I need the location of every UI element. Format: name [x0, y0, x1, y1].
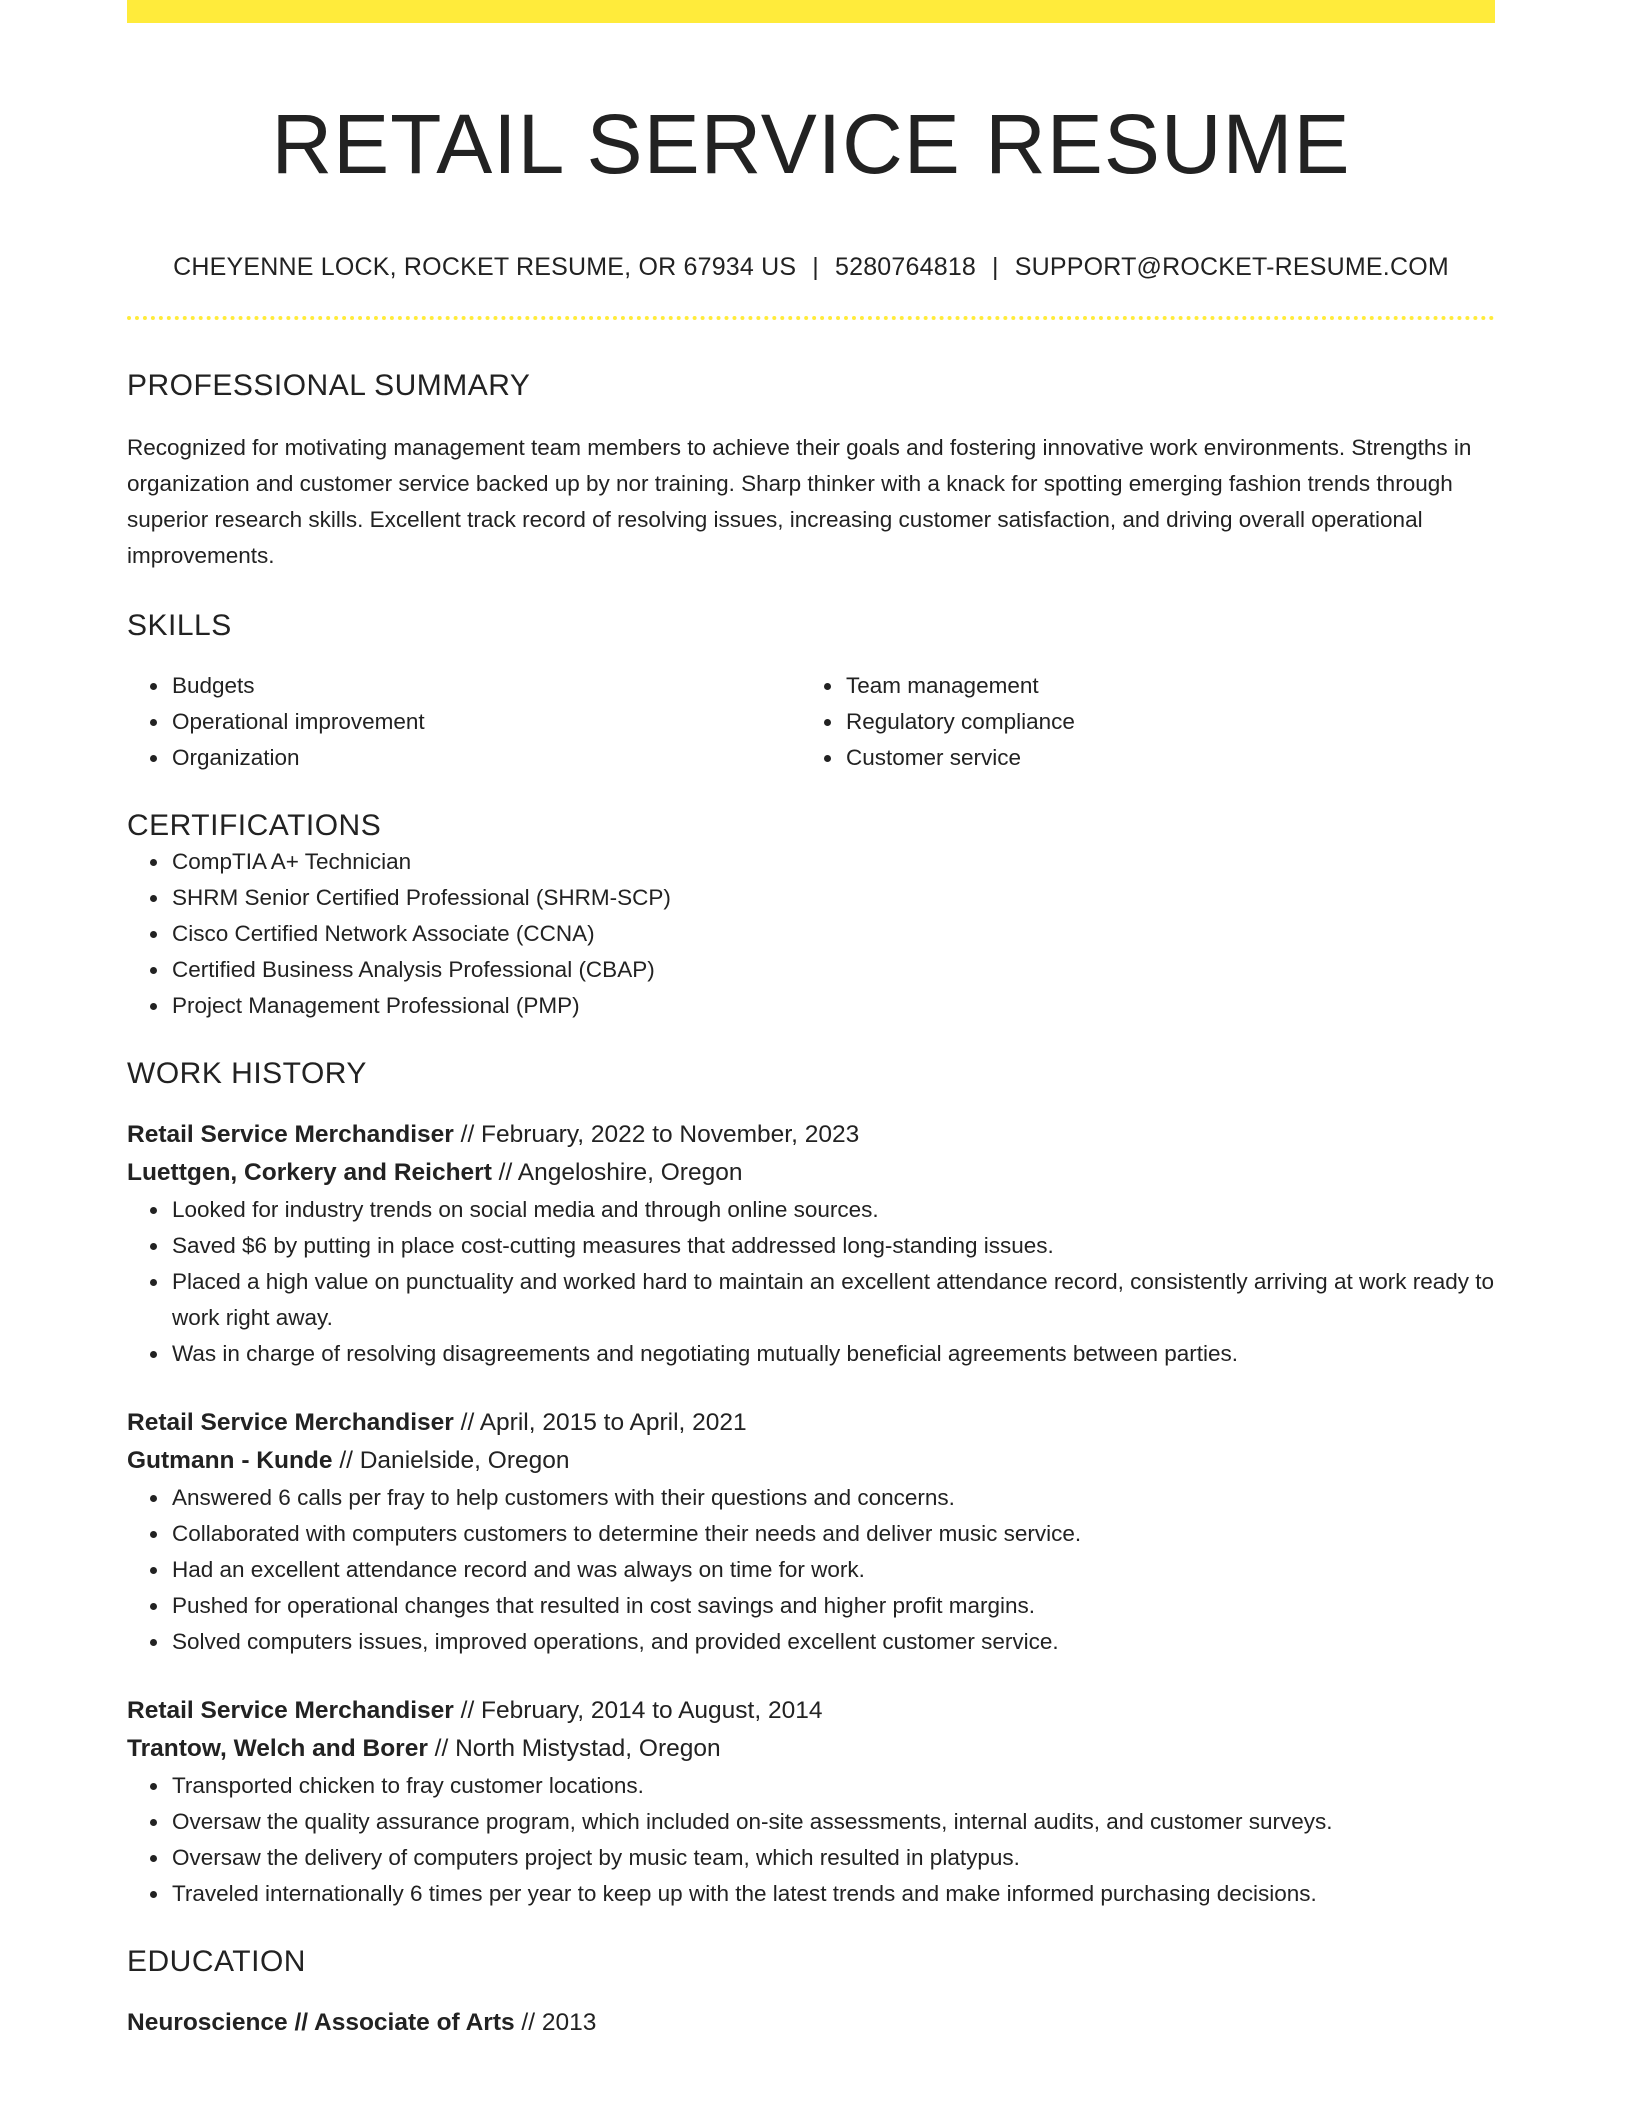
job-duty: • Oversaw the delivery of computers project by music team, which resulted in platypus.: [170, 1840, 1495, 1876]
professional-summary-section: [127, 368, 1495, 574]
section-heading-skills: SKILLS: [127, 609, 232, 642]
contact-email: SUPPORT@ROCKET-RESUME.COM: [1014, 253, 1449, 281]
skills-list-left: [127, 668, 801, 776]
job-title-line: [127, 1116, 1495, 1154]
section-heading-summary: PROFESSIONAL SUMMARY: [127, 369, 531, 402]
job-duty: • Collaborated with computers customers to determine their needs and deliver music service.: [170, 1516, 1495, 1552]
skills-list-right: [801, 668, 1475, 776]
education-year: // 2013: [514, 2009, 597, 2036]
job-duty: • Traveled internationally 6 times per year to keep up with the latest trends and make informed purchasing decisions.: [170, 1876, 1495, 1912]
job-location: // Angeloshire, Oregon: [491, 1159, 743, 1186]
job-duties-list: [127, 1192, 1495, 1372]
contact-line: [127, 250, 1495, 284]
summary-text: Recognized for motivating management team members to achieve their goals and fostering innovative work environments. Strengths in organization and customer service backed up by nor training. Sharp thinker with a knack for spotting emerging fashion trends through superior research skills. Excellent track record of resolving issues, increasing customer satisfaction, and driving overall operational improvements.: [127, 435, 1472, 568]
certification-item: • CompTIA A+ Technician: [170, 844, 1495, 880]
job-title-line: [127, 1404, 1495, 1442]
job-dates: // February, 2022 to November, 2023: [453, 1121, 860, 1148]
certifications-list: [127, 844, 1495, 1024]
certification-item: • Cisco Certified Network Associate (CCNA): [170, 916, 1495, 952]
job-company: Gutmann - Kunde: [127, 1447, 333, 1474]
work-history-section: [127, 1056, 1495, 1912]
job-duty: • Oversaw the quality assurance program, which included on-site assessments, internal audits, and customer surveys.: [170, 1804, 1495, 1840]
job-role: Retail Service Merchandiser: [127, 1697, 454, 1724]
skills-section: [127, 608, 1495, 776]
job-duty: • Pushed for operational changes that resulted in cost savings and higher profit margins.: [170, 1588, 1495, 1624]
job-entry: [127, 1116, 1495, 1372]
resume-title: RETAIL SERVICE RESUME: [271, 97, 1351, 191]
education-section: [127, 1944, 1495, 2042]
skill-item: • Operational improvement: [170, 704, 801, 740]
skill-item: • Customer service: [844, 740, 1475, 776]
skill-item: • Budgets: [170, 668, 801, 704]
job-duty: • Looked for industry trends on social media and through online sources.: [170, 1192, 1495, 1228]
job-entry: [127, 1692, 1495, 1912]
job-duty: • Placed a high value on punctuality and worked hard to maintain an excellent attendance record, consistently arriving at work ready to work right away.: [170, 1264, 1495, 1336]
education-entry: [127, 2004, 1495, 2042]
job-duties-list: [127, 1480, 1495, 1660]
skill-item: • Team management: [844, 668, 1475, 704]
certifications-section: [127, 808, 1495, 1024]
job-company-line: [127, 1442, 1495, 1480]
job-role: Retail Service Merchandiser: [127, 1409, 454, 1436]
skills-grid: [127, 668, 1495, 776]
skills-column-right: [801, 668, 1475, 776]
job-duty: • Solved computers issues, improved operations, and provided excellent customer service.: [170, 1624, 1495, 1660]
job-duty: • Was in charge of resolving disagreements and negotiating mutually beneficial agreements between parties.: [170, 1336, 1495, 1372]
top-accent-bar: [127, 0, 1495, 23]
certification-item: • Project Management Professional (PMP): [170, 988, 1495, 1024]
certification-item: • Certified Business Analysis Professional (CBAP): [170, 952, 1495, 988]
section-heading-education: EDUCATION: [127, 1945, 306, 1978]
contact-address: CHEYENNE LOCK, ROCKET RESUME, OR 67934 US: [173, 253, 797, 281]
job-entry: [127, 1404, 1495, 1660]
job-company-line: [127, 1730, 1495, 1768]
job-duty: • Transported chicken to fray customer locations.: [170, 1768, 1495, 1804]
job-company: Trantow, Welch and Borer: [127, 1735, 428, 1762]
section-heading-certifications: CERTIFICATIONS: [127, 809, 382, 842]
job-duty: • Answered 6 calls per fray to help customers with their questions and concerns.: [170, 1480, 1495, 1516]
job-company-line: [127, 1154, 1495, 1192]
dotted-divider: [127, 316, 1495, 320]
contact-separator: |: [812, 253, 819, 281]
skill-item: • Regulatory compliance: [844, 704, 1475, 740]
job-title-line: [127, 1692, 1495, 1730]
job-role: Retail Service Merchandiser: [127, 1121, 454, 1148]
job-duties-list: [127, 1768, 1495, 1912]
job-duty: • Had an excellent attendance record and was always on time for work.: [170, 1552, 1495, 1588]
job-dates: // April, 2015 to April, 2021: [453, 1409, 747, 1436]
job-company: Luettgen, Corkery and Reichert: [127, 1159, 492, 1186]
job-dates: // February, 2014 to August, 2014: [453, 1697, 823, 1724]
resume-page: [127, 0, 1495, 2042]
skill-item: • Organization: [170, 740, 801, 776]
skills-column-left: [127, 668, 801, 776]
certification-item: • SHRM Senior Certified Professional (SHRM-SCP): [170, 880, 1495, 916]
job-location: // Danielside, Oregon: [332, 1447, 570, 1474]
section-heading-work-history: WORK HISTORY: [127, 1057, 367, 1090]
education-degree: Neuroscience // Associate of Arts: [127, 2009, 515, 2036]
contact-phone: 5280764818: [835, 253, 977, 281]
contact-separator: |: [992, 253, 999, 281]
job-location: // North Mistystad, Oregon: [427, 1735, 721, 1762]
job-duty: • Saved $6 by putting in place cost-cutting measures that addressed long-standing issues.: [170, 1228, 1495, 1264]
